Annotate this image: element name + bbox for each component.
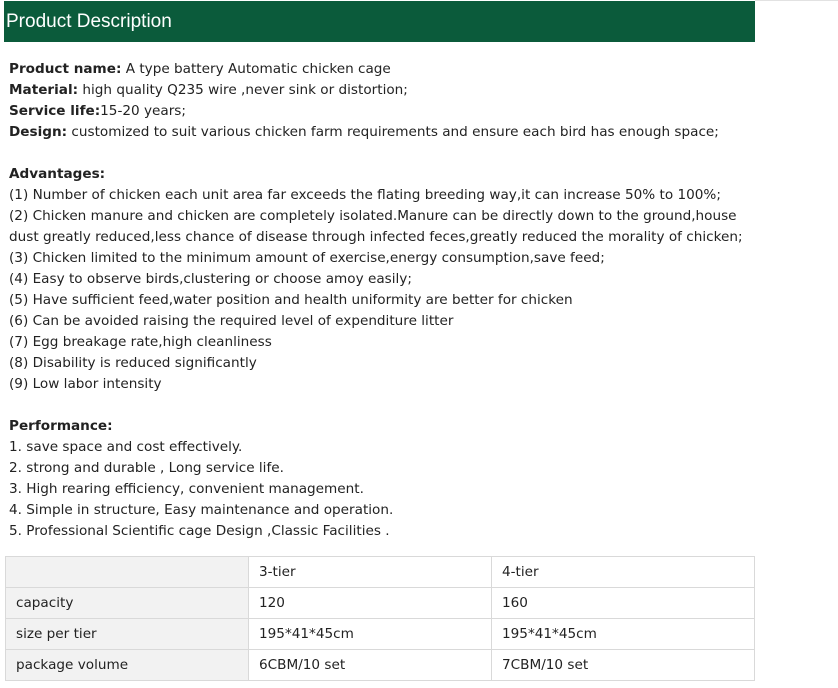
spec-label: Material: <box>9 82 79 98</box>
advantage-item: (5) Have sufficient feed,water position and health uniformity are better for chicken <box>9 292 573 308</box>
table-cell: 160 <box>492 588 755 619</box>
spacer <box>9 143 751 164</box>
product-description-body <box>9 59 751 542</box>
spec-value: customized to suit various chicken farm requirements and ensure each bird has enough space; <box>67 124 719 140</box>
advantage-item: (7) Egg breakage rate,high cleanliness <box>9 334 272 350</box>
spec-label: Service life: <box>9 103 101 119</box>
table-row <box>6 619 755 650</box>
table-row-label: size per tier <box>6 619 249 650</box>
section-title-banner: Product Description <box>4 1 755 42</box>
spec-product-name <box>9 59 751 80</box>
advantage-item: (6) Can be avoided raising the required level of expenditure litter <box>9 313 454 329</box>
spec-value: 15-20 years; <box>100 103 186 119</box>
spec-table <box>5 556 755 681</box>
table-row-label: capacity <box>6 588 249 619</box>
top-rule <box>755 0 838 1</box>
table-cell: 6CBM/10 set <box>249 650 492 681</box>
performance-item: 4. Simple in structure, Easy maintenance and operation. <box>9 502 394 518</box>
spec-value: A type battery Automatic chicken cage <box>121 61 391 77</box>
advantage-item: (4) Easy to observe birds,clustering or choose amoy easily; <box>9 271 412 287</box>
spec-value: high quality Q235 wire ,never sink or distortion; <box>78 82 408 98</box>
advantage-item: (3) Chicken limited to the minimum amount of exercise,energy consumption,save feed; <box>9 250 605 266</box>
table-cell: 7CBM/10 set <box>492 650 755 681</box>
advantage-item: (8) Disability is reduced significantly <box>9 355 257 371</box>
table-header-cell <box>6 557 249 588</box>
spec-design <box>9 122 751 143</box>
table-cell: 195*41*45cm <box>249 619 492 650</box>
spec-material <box>9 80 751 101</box>
advantage-item: (9) Low labor intensity <box>9 376 162 392</box>
spec-label: Design: <box>9 124 68 140</box>
table-row-label: package volume <box>6 650 249 681</box>
table-row <box>6 650 755 681</box>
performance-heading: Performance: <box>9 418 113 434</box>
table-header-row <box>6 557 755 588</box>
table-row <box>6 588 755 619</box>
table-cell: 195*41*45cm <box>492 619 755 650</box>
spacer <box>9 395 751 416</box>
performance-item: 2. strong and durable , Long service life. <box>9 460 284 476</box>
table-cell: 120 <box>249 588 492 619</box>
performance-item: 1. save space and cost effectively. <box>9 439 243 455</box>
performance-item: 5. Professional Scientific cage Design ,Classic Facilities . <box>9 523 390 539</box>
spec-service-life <box>9 101 751 122</box>
advantage-item: (2) Chicken manure and chicken are completely isolated.Manure can be directly down to the ground,house dust greatly reduced,less chance of disease through infected feces,greatly reduced the morality of chicken; <box>9 208 743 245</box>
spec-label: Product name: <box>9 61 122 77</box>
advantage-item: (1) Number of chicken each unit area far exceeds the flating breeding way,it can increase 50% to 100%; <box>9 187 721 203</box>
performance-item: 3. High rearing efficiency, convenient management. <box>9 481 364 497</box>
advantages-heading: Advantages: <box>9 166 106 182</box>
table-header-cell: 4-tier <box>492 557 755 588</box>
table-header-cell: 3-tier <box>249 557 492 588</box>
